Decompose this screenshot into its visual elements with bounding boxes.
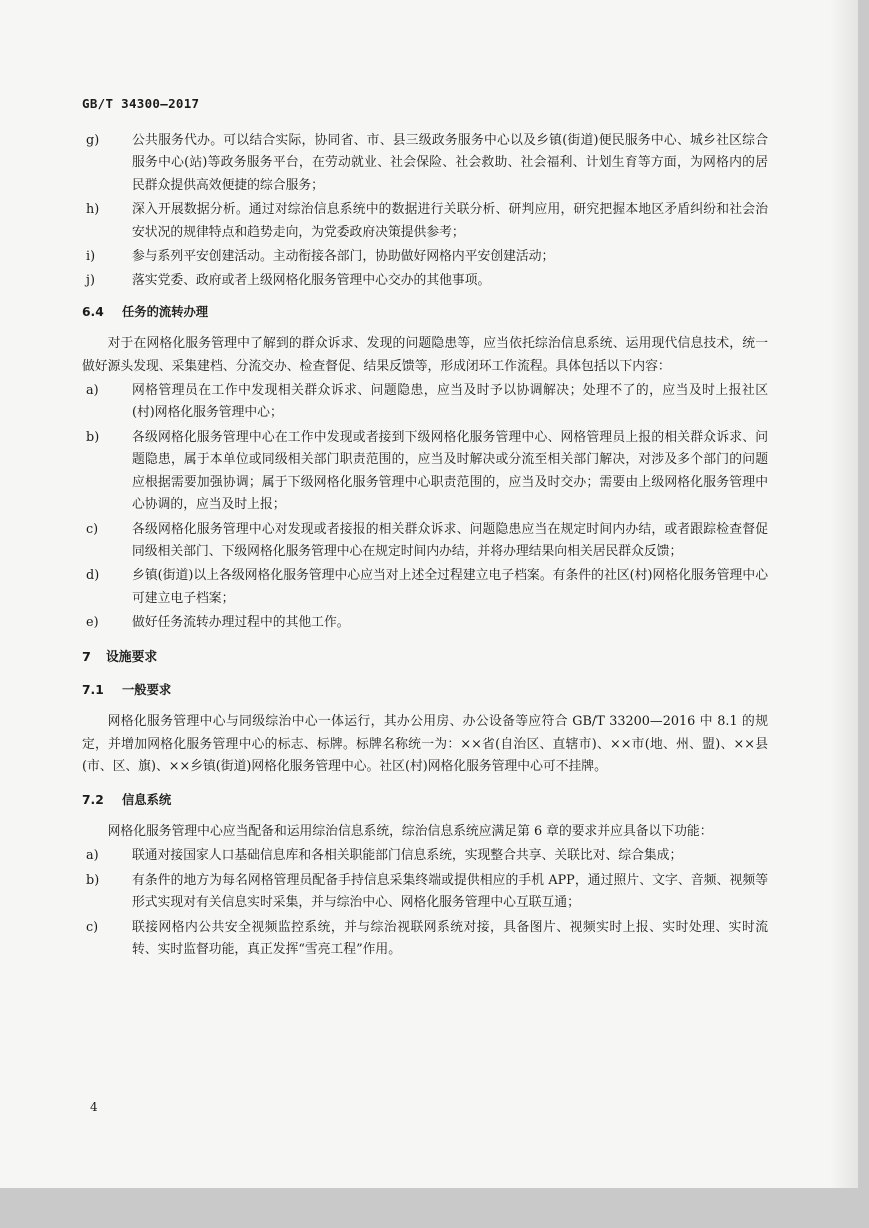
section-7-heading bbox=[82, 647, 768, 669]
section-number: 7 bbox=[82, 649, 91, 665]
standard-number-header: GB/T 34300—2017 bbox=[82, 96, 200, 111]
item-text: 各级网格化服务管理中心对发现或者接报的相关群众诉求、问题隐患应当在规定时间内办结，或者跟踪检查督促同级相关部门、下级网格化服务管理中心在规定时间内办结，并将办理结果向相关居民群众反馈； bbox=[132, 521, 768, 559]
section-title: 信息系统 bbox=[122, 792, 172, 807]
item-text: 有条件的地方为每名网格管理员配备手持信息采集终端或提供相应的手机 APP，通过照片、文字、音频、视频等形式实现对有关信息实时采集，并与综治中心、网格化服务管理中心互联互通； bbox=[132, 872, 768, 911]
section-7-2-intro: 网格化服务管理中心应当配备和运用综治信息系统，综治信息系统应满足第 6 章的要求并应具备以下功能： bbox=[107, 823, 713, 839]
list-item bbox=[82, 917, 768, 962]
section-6-3-list bbox=[82, 130, 768, 293]
section-title: 任务的流转办理 bbox=[122, 304, 209, 319]
item-text: 落实党委、政府或者上级网格化服务管理中心交办的其他事项。 bbox=[132, 273, 491, 289]
item-text: 各级网格化服务管理中心在工作中发现或者接到下级网格化服务管理中心、网格管理员上报的相关群众诉求、问题隐患，属于本单位或同级相关部门职责范围的，应当及时解决或分流至相关部门解决，对涉及多个部门的问题应根据需要加强协调；属于下级网格化服务管理中心职责范围的，应当及时交办；需要由上级网格化服务管理中心协调的，应当及时上报； bbox=[132, 429, 768, 513]
page-body bbox=[82, 130, 768, 961]
page-number: 4 bbox=[90, 1100, 98, 1114]
list-item bbox=[82, 270, 768, 292]
item-text: 参与系列平安创建活动。主动衔接各部门，协助做好网格内平安创建活动； bbox=[132, 249, 555, 265]
list-item bbox=[82, 519, 768, 564]
list-item bbox=[82, 246, 768, 268]
list-item bbox=[82, 565, 768, 610]
item-text: 联接网格内公共安全视频监控系统，并与综治视联网系统对接，具备图片、视频实时上报、实时处理、实时流转、实时监督功能，真正发挥“雪亮工程”作用。 bbox=[132, 919, 768, 957]
list-item bbox=[82, 427, 768, 517]
item-label: h) bbox=[86, 202, 100, 218]
item-label: e) bbox=[86, 615, 99, 631]
item-label: a) bbox=[86, 383, 99, 399]
section-7-1-heading bbox=[82, 679, 768, 701]
section-number: 7.1 bbox=[82, 682, 104, 697]
list-item bbox=[82, 199, 768, 244]
list-item bbox=[82, 130, 768, 197]
section-7-1-text: 网格化服务管理中心与同级综治中心一体运行，其办公用房、办公设备等应符合 GB/T 33200—2016 中 8.1 的规定，并增加网格化服务管理中心的标志、标牌。标牌名称统一为：××省(自治区、直辖市)、××市(地、州、盟)、××县(市、区、旗)、××乡镇(街道)网格化服务管理中心。社区(村)网格化服务管理中心可不挂牌。 bbox=[82, 714, 768, 775]
item-label: b) bbox=[86, 429, 100, 445]
section-6-4-heading bbox=[82, 301, 768, 323]
section-6-4-intro: 对于在网格化服务管理中了解到的群众诉求、发现的问题隐患等，应当依托综治信息系统、运用现代信息技术，统一做好源头发现、采集建档、分流交办、检查督促、结果反馈等，形成闭环工作流程。具体包括以下内容： bbox=[82, 336, 768, 374]
list-item bbox=[82, 380, 768, 425]
item-text: 网格管理员在工作中发现相关群众诉求、问题隐患，应当及时予以协调解决；处理不了的，应当及时上报社区(村)网格化服务管理中心； bbox=[132, 383, 768, 421]
item-text: 做好任务流转办理过程中的其他工作。 bbox=[132, 615, 350, 631]
list-item bbox=[82, 845, 768, 867]
item-label: c) bbox=[86, 919, 99, 935]
section-number: 6.4 bbox=[82, 304, 104, 319]
section-7-2-heading bbox=[82, 789, 768, 811]
item-text: 深入开展数据分析。通过对综治信息系统中的数据进行关联分析、研判应用，研究把握本地区矛盾纠纷和社会治安状况的规律特点和趋势走向，为党委政府决策提供参考； bbox=[132, 202, 768, 240]
item-label: i) bbox=[86, 249, 96, 265]
item-label: b) bbox=[86, 872, 100, 888]
section-number: 7.2 bbox=[82, 792, 104, 807]
item-label: c) bbox=[86, 521, 99, 537]
section-7-2-list bbox=[82, 845, 768, 961]
section-title: 设施要求 bbox=[106, 649, 158, 665]
item-text: 联通对接国家人口基础信息库和各相关职能部门信息系统，实现整合共享、关联比对、综合集成； bbox=[132, 848, 683, 864]
list-item bbox=[82, 612, 768, 634]
item-label: d) bbox=[86, 568, 100, 584]
section-6-4-list bbox=[82, 380, 768, 634]
page-edge-shadow bbox=[830, 0, 858, 1188]
section-title: 一般要求 bbox=[122, 682, 172, 697]
item-label: a) bbox=[86, 848, 99, 864]
item-label: g) bbox=[86, 133, 100, 148]
item-text: 公共服务代办。可以结合实际，协同省、市、县三级政务服务中心以及乡镇(街道)便民服务中心、城乡社区综合服务中心(站)等政务服务平台，在劳动就业、社会保险、社会救助、社会福利、计划生育等方面，为网格内的居民群众提供高效便捷的综合服务； bbox=[132, 133, 768, 193]
list-item bbox=[82, 870, 768, 915]
item-label: j) bbox=[86, 273, 95, 289]
item-text: 乡镇(街道)以上各级网格化服务管理中心应当对上述全过程建立电子档案。有条件的社区(村)网格化服务管理中心可建立电子档案； bbox=[132, 568, 768, 606]
